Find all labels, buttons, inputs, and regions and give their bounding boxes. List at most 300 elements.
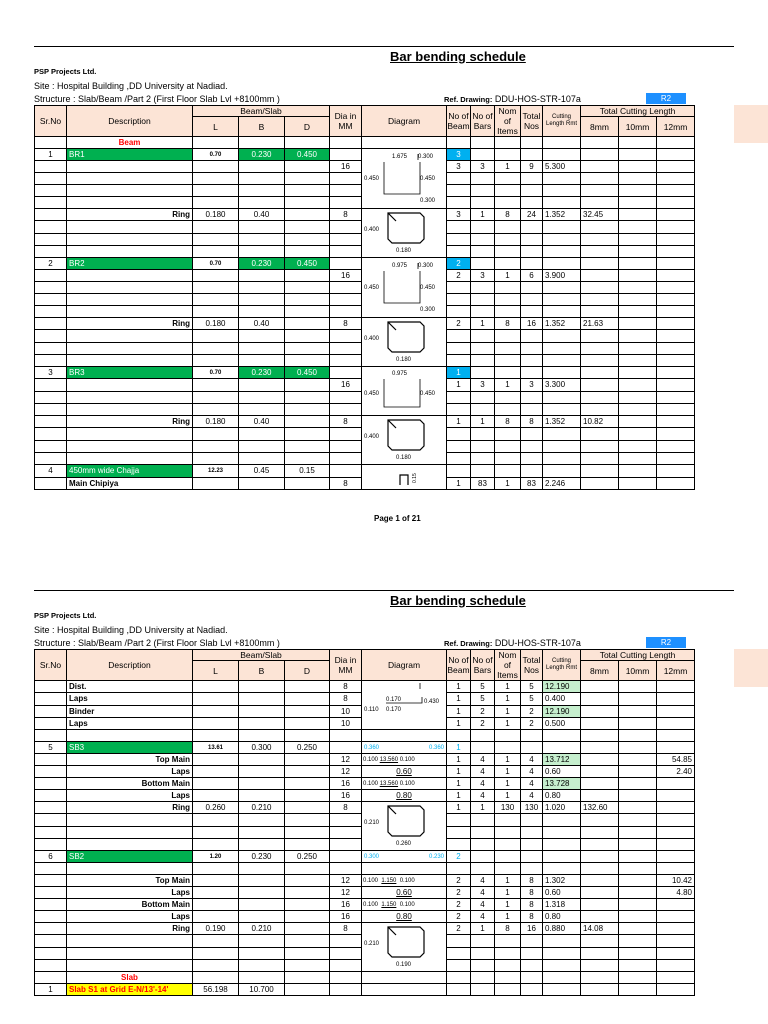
cell-desc: SB2: [67, 851, 193, 863]
dim-label: 0.450: [364, 175, 380, 182]
diagram-sb3-head: [362, 742, 447, 754]
hdr-B: B: [239, 117, 285, 137]
dim-label: 0.430: [424, 699, 440, 705]
table-row: [35, 258, 695, 270]
cell-sr: 6: [35, 851, 67, 863]
cell-B: 0.230: [239, 851, 285, 863]
hdr-B: B: [239, 661, 285, 681]
cell-dia: 8: [330, 693, 362, 705]
revision-badge: R2: [646, 637, 686, 648]
cell-total: 83: [521, 477, 543, 490]
cell-L: 56.198: [193, 984, 239, 996]
cell-total: 8: [521, 887, 543, 899]
cell-dia: 16: [330, 161, 362, 173]
cell-total: 4: [521, 778, 543, 790]
cell-cut: 5.300: [543, 161, 581, 173]
dim-label: 0.100: [363, 780, 379, 787]
cell-desc: Laps: [67, 887, 193, 899]
revision-badge: R2: [646, 93, 686, 104]
cell-B: 0.40: [239, 209, 285, 221]
cell-bars: 4: [471, 790, 495, 802]
cell-cut: 1.352: [543, 209, 581, 221]
cell-items: 1: [495, 705, 521, 717]
cell-bars: 4: [471, 754, 495, 766]
cell-beam: 1: [447, 477, 471, 490]
cell-desc: Laps: [67, 693, 193, 705]
dim-label: 0.300: [420, 306, 436, 313]
cell-sr: 5: [35, 742, 67, 754]
cell-bars: 3: [471, 270, 495, 282]
ring-diagram: [362, 416, 446, 462]
cell-cut: 13.728: [543, 778, 581, 790]
dim-label: 0.450: [420, 284, 436, 291]
cell-beam: 2: [447, 318, 471, 330]
bbs-table-1: [34, 105, 695, 490]
cell-beam: 1: [447, 416, 471, 428]
cell-items: 1: [495, 717, 521, 729]
dim-label: 0.360: [428, 744, 444, 751]
cell-8mm: 14.08: [581, 923, 619, 935]
cell-L: 0.180: [193, 318, 239, 330]
cell-bars: 4: [471, 887, 495, 899]
cell-B: 0.210: [239, 802, 285, 814]
cell-items: 1: [495, 270, 521, 282]
hdr-diagram: Diagram: [362, 106, 447, 137]
dim-label: 0.450: [364, 391, 380, 397]
hdr-12mm: 12mm: [657, 661, 695, 681]
cell-total: 4: [521, 754, 543, 766]
cell-dia: 10: [330, 705, 362, 717]
cell-total: 8: [521, 416, 543, 428]
cell-B: 0.210: [239, 923, 285, 935]
hdr-total-cutting: Total Cutting Length: [581, 650, 695, 661]
company-name: PSP Projects Ltd.: [34, 67, 97, 76]
cell-total: 24: [521, 209, 543, 221]
cell-beam: 1: [447, 790, 471, 802]
cell-B: 0.230: [239, 367, 285, 379]
cell-beam: 1: [447, 379, 471, 391]
cell-bars: 3: [471, 379, 495, 391]
top-rule: [34, 46, 734, 47]
dim-label: 0.360: [364, 744, 380, 751]
top-rule: [34, 590, 734, 591]
binder-diagram: [362, 681, 446, 727]
header-tail: [734, 105, 768, 143]
hdr-dia: Dia in MM: [330, 650, 362, 681]
hdr-nom-items: Nom of Items: [495, 650, 521, 681]
cell-D: 0.250: [285, 851, 330, 863]
cell-beam: 1: [447, 754, 471, 766]
cell-bars: 4: [471, 778, 495, 790]
cell-cut: 0.60: [543, 766, 581, 778]
table-row: [35, 851, 695, 863]
cell-L: 0.180: [193, 209, 239, 221]
dim-label: 0.100: [399, 877, 415, 884]
cell-total: 6: [521, 270, 543, 282]
cell-dia: 10: [330, 717, 362, 729]
cell-items: 1: [495, 911, 521, 923]
hdr-no-bars: No of Bars: [471, 650, 495, 681]
table-row: [35, 149, 695, 161]
cell-desc: Dist.: [67, 681, 193, 693]
cell-desc: Top Main: [67, 754, 193, 766]
cell-sr: 1: [35, 149, 67, 161]
hdr-diagram: Diagram: [362, 650, 447, 681]
cell-desc: Ring: [67, 318, 193, 330]
diagram-br1: [362, 149, 447, 209]
header-tail: [734, 649, 768, 687]
cell-items: 1: [495, 778, 521, 790]
cell-beam: 2: [447, 875, 471, 887]
cell-dia: 16: [330, 270, 362, 282]
dim-label: 0.975: [392, 262, 408, 269]
cell-8mm: 10.82: [581, 416, 619, 428]
cell-total: 8: [521, 875, 543, 887]
cell-beam: 1: [447, 802, 471, 814]
cell-total: 8: [521, 899, 543, 911]
cell-dia: 8: [330, 209, 362, 221]
cell-items: 1: [495, 681, 521, 693]
cell-items: 1: [495, 887, 521, 899]
cell-cut: 0.400: [543, 693, 581, 705]
cell-desc: Laps: [67, 766, 193, 778]
hdr-description: Description: [67, 650, 193, 681]
ring-diagram: [362, 209, 446, 255]
cell-cut: 13.712: [543, 754, 581, 766]
page-title: Bar bending schedule: [390, 49, 526, 64]
dim-label: 0.180: [396, 357, 412, 363]
stirrup-diagram: [362, 367, 446, 413]
cell-desc: SB3: [67, 742, 193, 754]
diagram-ring1: [362, 209, 447, 258]
cell-items: 8: [495, 416, 521, 428]
cell-desc: BR2: [67, 258, 193, 270]
cell-items: 1: [495, 790, 521, 802]
cell-desc: Ring: [67, 923, 193, 935]
dim-label: 0.400: [364, 434, 380, 440]
dim-label: 0.400: [364, 227, 380, 233]
diagram-sb2-top: [362, 875, 447, 887]
cell-items: 8: [495, 209, 521, 221]
cell-desc: BR3: [67, 367, 193, 379]
cell-sr: 3: [35, 367, 67, 379]
cell-12mm: 54.85: [657, 754, 695, 766]
dim-label: 0.180: [396, 455, 412, 461]
dim-label: 0.450: [420, 391, 436, 397]
ref-value: DDU-HOS-STR-107a: [494, 638, 581, 648]
table-row: [35, 367, 695, 379]
table-row: [35, 742, 695, 754]
cell-total: 3: [521, 379, 543, 391]
cell-B: 10.700: [239, 984, 285, 996]
cell-desc: Ring: [67, 209, 193, 221]
cell-desc: Binder: [67, 705, 193, 717]
hdr-nom-items: Nom of Items: [495, 106, 521, 137]
hdr-srno: Sr.No: [35, 106, 67, 137]
cell-cut: 2.246: [543, 477, 581, 490]
cell-dia: 12: [330, 887, 362, 899]
cell-items: 1: [495, 766, 521, 778]
cell-dia: 12: [330, 766, 362, 778]
cell-bars: 1: [471, 802, 495, 814]
cell-beam: 1: [447, 778, 471, 790]
cell-total: 16: [521, 318, 543, 330]
ring-diagram: [362, 923, 446, 969]
cell-beam: 3: [447, 161, 471, 173]
cell-total: 5: [521, 693, 543, 705]
cell-dia: 8: [330, 681, 362, 693]
hdr-no-bars: No of Bars: [471, 106, 495, 137]
stirrup-diagram: [362, 150, 446, 206]
section-slab: Slab: [67, 972, 193, 984]
cell-beam: 2: [447, 270, 471, 282]
cell-items: 1: [495, 899, 521, 911]
cell-L: 0.70: [193, 149, 239, 161]
dim-label: 0.300: [418, 153, 434, 160]
cell-total: 4: [521, 790, 543, 802]
cell-12mm: 10.42: [657, 875, 695, 887]
hdr-dia: Dia in MM: [330, 106, 362, 137]
cell-desc: Laps: [67, 717, 193, 729]
cell-dia: 8: [330, 477, 362, 490]
dim-label: 0.100: [399, 780, 415, 787]
cell-cut: 1.302: [543, 875, 581, 887]
cell-sr: 2: [35, 258, 67, 270]
dim-label: 0.170: [386, 707, 402, 713]
hdr-L: L: [193, 117, 239, 137]
site-line: Site : Hospital Building ,DD University at Nadiad.: [34, 81, 228, 91]
cell-bars: 1: [471, 923, 495, 935]
cell-desc: Laps: [67, 911, 193, 923]
diagram-sb2-head: [362, 851, 447, 863]
cell-total: 4: [521, 766, 543, 778]
cell-cut: 1.352: [543, 318, 581, 330]
diagram-sb3-lap: 0.60: [362, 766, 447, 778]
structure-line: Structure : Slab/Beam /Part 2 (First Floor Slab Lvl +8100mm ): [34, 94, 280, 104]
cell-total: 8: [521, 911, 543, 923]
cell-D: 0.450: [285, 258, 330, 270]
cell-beam: 1: [447, 742, 471, 754]
cell-bars: 2: [471, 705, 495, 717]
dim-label: 0.100: [363, 756, 379, 763]
cell-dia: 8: [330, 923, 362, 935]
table-row: [35, 465, 695, 478]
cell-dia: 16: [330, 899, 362, 911]
hdr-D: D: [285, 117, 330, 137]
cell-dia: 12: [330, 875, 362, 887]
cell-L: 0.180: [193, 416, 239, 428]
diagram-br3: [362, 367, 447, 416]
cell-beam: 2: [447, 899, 471, 911]
dim-label: 0.400: [364, 336, 380, 342]
cell-D: 0.250: [285, 742, 330, 754]
cell-cut: 0.80: [543, 790, 581, 802]
cell-dia: 16: [330, 790, 362, 802]
cell-items: 1: [495, 693, 521, 705]
dim-label: 0.450: [420, 175, 436, 182]
cell-beam: 3: [447, 149, 471, 161]
cell-bars: 4: [471, 766, 495, 778]
cell-beam: 2: [447, 258, 471, 270]
cell-beam: 2: [447, 911, 471, 923]
cell-12mm: 4.80: [657, 887, 695, 899]
dim-label: 0.300: [420, 197, 436, 204]
dim-label: 0.190: [396, 962, 412, 968]
cell-bars: 2: [471, 717, 495, 729]
cell-D: 0.15: [285, 465, 330, 478]
hdr-beam-slab: Beam/Slab: [193, 650, 330, 661]
dim-label: 1.675: [392, 153, 408, 160]
dim-label: 0.975: [392, 371, 408, 377]
cell-desc: Main Chipiya: [67, 477, 193, 490]
cell-desc: Ring: [67, 416, 193, 428]
cell-cut: 1.318: [543, 899, 581, 911]
diagram-chipiya: [362, 465, 447, 490]
cell-items: 1: [495, 379, 521, 391]
dim-label: 0.210: [364, 941, 380, 947]
site-line: Site : Hospital Building ,DD University at Nadiad.: [34, 625, 228, 635]
cell-beam: 1: [447, 705, 471, 717]
cell-sr: 1: [35, 984, 67, 996]
cell-L: 0.260: [193, 802, 239, 814]
cell-bars: 1: [471, 209, 495, 221]
dim-label: 0.210: [364, 820, 380, 826]
diagram-sb3-lap2: 0.80: [362, 790, 447, 802]
cell-L: 1.20: [193, 851, 239, 863]
cell-cut: 1.020: [543, 802, 581, 814]
cell-dia: 16: [330, 379, 362, 391]
ref-drawing: [444, 94, 581, 104]
hdr-10mm: 10mm: [619, 117, 657, 137]
hdr-total-nos: Total Nos: [521, 650, 543, 681]
diagram-ring-sb3: [362, 802, 447, 851]
diagram-dist: [362, 681, 447, 730]
cell-bars: 83: [471, 477, 495, 490]
stirrup-diagram: [362, 259, 446, 315]
cell-bars: 4: [471, 899, 495, 911]
cell-B: 0.230: [239, 258, 285, 270]
dim-label: 13.560: [379, 756, 399, 763]
cell-cut: 1.352: [543, 416, 581, 428]
cell-items: 130: [495, 802, 521, 814]
cell-beam: 2: [447, 923, 471, 935]
cell-desc: Laps: [67, 790, 193, 802]
diagram-ring-sb2: [362, 923, 447, 972]
hdr-12mm: 12mm: [657, 117, 695, 137]
cell-cut: 0.60: [543, 887, 581, 899]
hdr-total-nos: Total Nos: [521, 106, 543, 137]
ref-value: DDU-HOS-STR-107a: [494, 94, 581, 104]
cell-total: 130: [521, 802, 543, 814]
cell-dia: 16: [330, 911, 362, 923]
cell-cut: 12.190: [543, 705, 581, 717]
hdr-cutting-length: Cutting Length Rmt: [543, 106, 581, 137]
dim-label: 0.170: [386, 697, 402, 703]
diagram-ring3: [362, 416, 447, 465]
dim-label: 0.100: [363, 901, 379, 908]
hdr-no-beam: No of Beam: [447, 106, 471, 137]
cell-8mm: 21.63: [581, 318, 619, 330]
hdr-no-beam: No of Beam: [447, 650, 471, 681]
hdr-cutting-length: Cutting Length Rmt: [543, 650, 581, 681]
dim-label: 0.100: [399, 901, 415, 908]
company-name: PSP Projects Ltd.: [34, 611, 97, 620]
cell-beam: 1: [447, 681, 471, 693]
cell-total: 9: [521, 161, 543, 173]
cell-cut: 3.900: [543, 270, 581, 282]
cell-8mm: 132.60: [581, 802, 619, 814]
dim-label: 13.560: [379, 780, 399, 787]
table-row: [35, 984, 695, 996]
dim-label: 1.150: [381, 877, 397, 884]
dim-label: 0.100: [363, 877, 379, 884]
cell-L: 0.70: [193, 258, 239, 270]
hdr-beam-slab: Beam/Slab: [193, 106, 330, 117]
cell-desc: Slab S1 at Grid E-N/13'-14': [67, 984, 193, 996]
hdr-8mm: 8mm: [581, 661, 619, 681]
dim-label: 0.100: [399, 756, 415, 763]
diagram-ring2: [362, 318, 447, 367]
cell-cut: 3.300: [543, 379, 581, 391]
cell-items: 8: [495, 923, 521, 935]
dim-label: 0.110: [364, 707, 379, 713]
cell-items: 1: [495, 754, 521, 766]
cell-bars: 1: [471, 416, 495, 428]
cell-total: 5: [521, 681, 543, 693]
cell-items: 1: [495, 161, 521, 173]
bbs-table-2: [34, 649, 695, 996]
dim-label: 0.300: [364, 853, 380, 860]
cell-bars: 5: [471, 693, 495, 705]
cell-beam: 3: [447, 209, 471, 221]
cell-cut: 0.80: [543, 911, 581, 923]
dim-label: 0.300: [418, 262, 434, 269]
dim-label: 0.450: [364, 284, 380, 291]
cell-bars: 4: [471, 875, 495, 887]
diagram-sb2-bottom: [362, 899, 447, 911]
cell-desc: 450mm wide Chajja: [67, 465, 193, 478]
cell-beam: 1: [447, 693, 471, 705]
cell-bars: 4: [471, 911, 495, 923]
cell-dia: 16: [330, 778, 362, 790]
ring-diagram: [362, 318, 446, 364]
cell-beam: 2: [447, 887, 471, 899]
cell-dia: 8: [330, 318, 362, 330]
cell-cut: 12.190: [543, 681, 581, 693]
cell-D: 0.450: [285, 149, 330, 161]
cell-total: 2: [521, 705, 543, 717]
hdr-description: Description: [67, 106, 193, 137]
structure-line: Structure : Slab/Beam /Part 2 (First Floor Slab Lvl +8100mm ): [34, 638, 280, 648]
diagram-sb2-lap: 0.60: [362, 887, 447, 899]
cell-D: 0.450: [285, 367, 330, 379]
page-title: Bar bending schedule: [390, 593, 526, 608]
hdr-srno: Sr.No: [35, 650, 67, 681]
diagram-br2: [362, 258, 447, 318]
cell-8mm: 32.45: [581, 209, 619, 221]
cell-desc: Bottom Main: [67, 899, 193, 911]
hdr-10mm: 10mm: [619, 661, 657, 681]
cell-L: 0.70: [193, 367, 239, 379]
cell-B: 0.230: [239, 149, 285, 161]
cell-dia: 12: [330, 754, 362, 766]
cell-desc: Bottom Main: [67, 778, 193, 790]
hdr-L: L: [193, 661, 239, 681]
cell-L: 12.23: [193, 465, 239, 478]
page-number: Page 1 of 21: [374, 514, 421, 523]
chipiya-diagram: [362, 465, 446, 487]
cell-beam: 1: [447, 367, 471, 379]
